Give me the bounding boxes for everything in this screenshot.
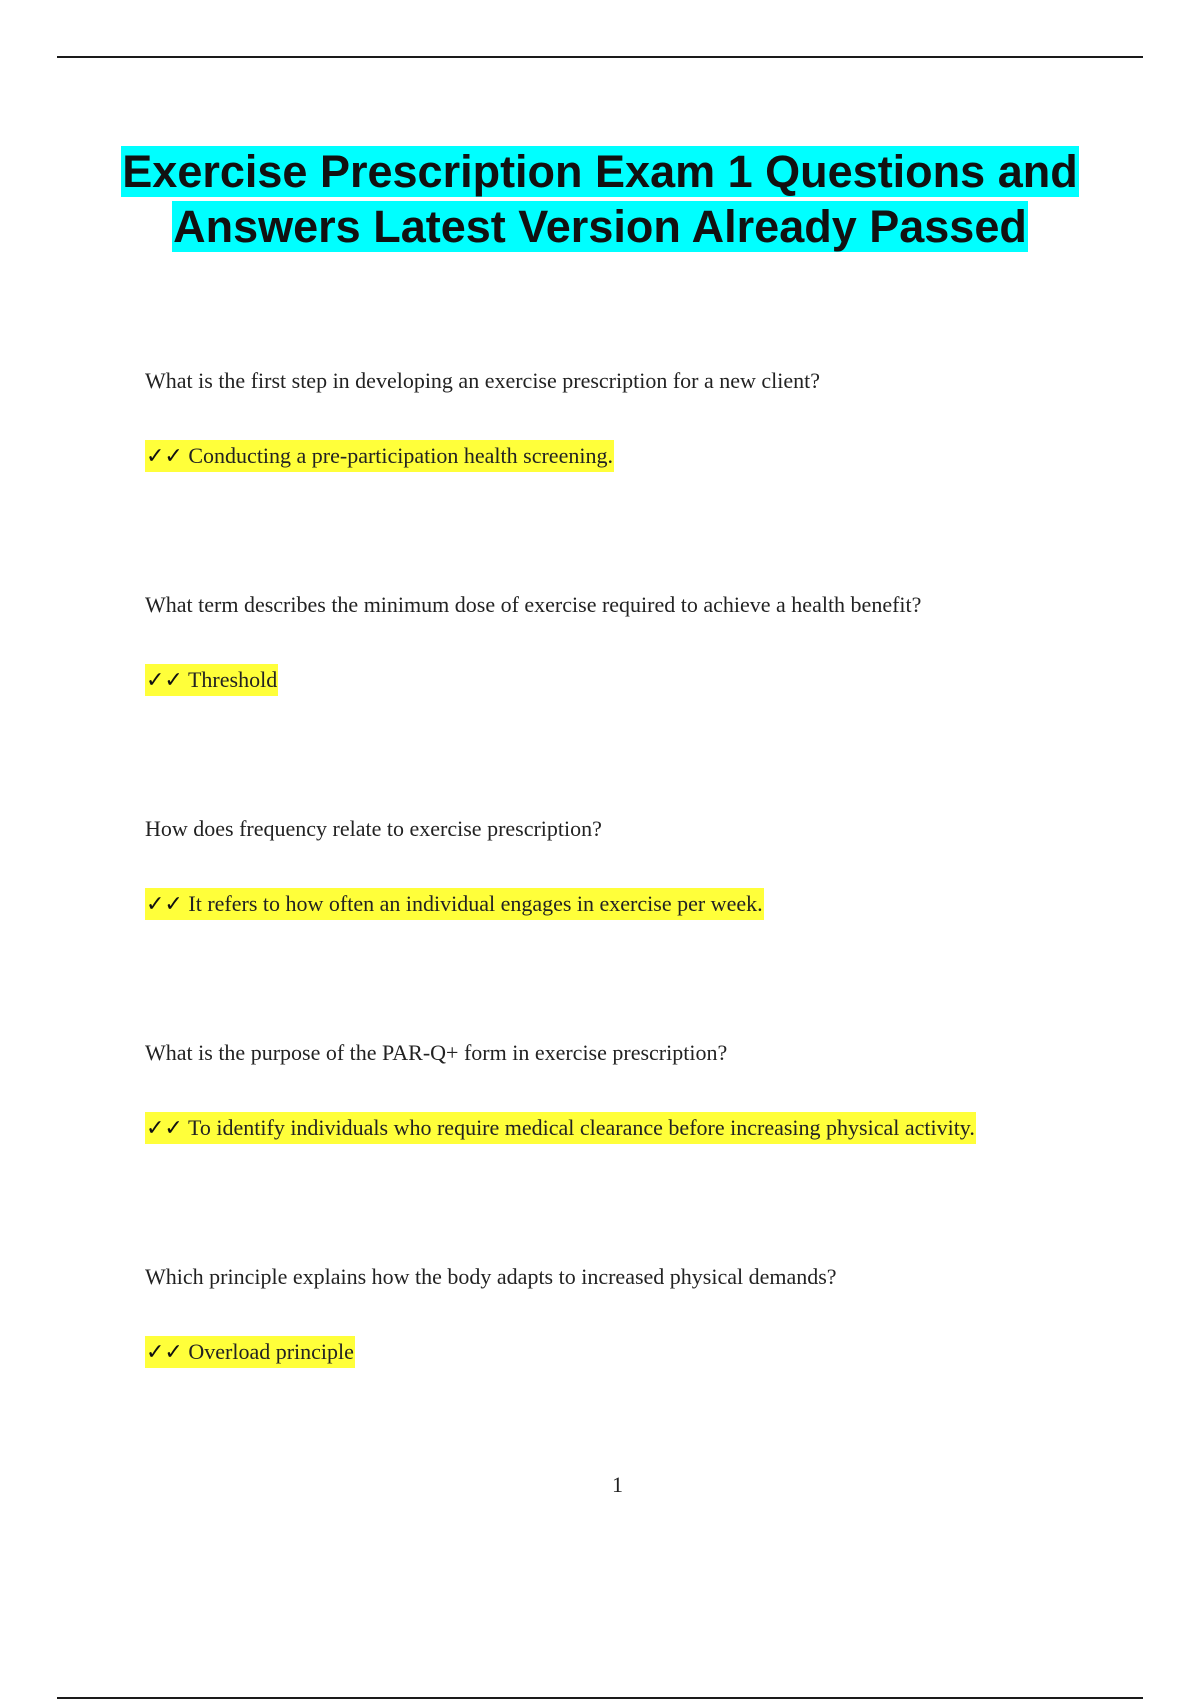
- answer-4: [145, 1115, 1105, 1142]
- qa-item-3: [145, 816, 1105, 918]
- double-check-icon: ✓✓: [146, 892, 183, 917]
- double-check-icon: ✓✓: [146, 1116, 183, 1141]
- answer-highlight-3: [145, 888, 764, 920]
- document-title: [100, 144, 1100, 254]
- answer-highlight-2: [145, 664, 278, 696]
- answer-highlight-4: [145, 1112, 976, 1144]
- top-rule: [57, 56, 1143, 58]
- answer-2: [145, 667, 1105, 694]
- question-2: What term describes the minimum dose of exercise required to achieve a health benefit?: [145, 592, 922, 617]
- qa-item-4: [145, 1040, 1105, 1142]
- answer-text-2: Threshold: [187, 667, 278, 692]
- answer-text-1: Conducting a pre-participation health screening.: [188, 443, 613, 468]
- answer-3: [145, 891, 1105, 918]
- question-4: What is the purpose of the PAR-Q+ form in exercise prescription?: [145, 1040, 728, 1065]
- answer-text-5: Overload principle: [188, 1339, 354, 1364]
- bottom-rule: [57, 1697, 1143, 1699]
- double-check-icon: ✓✓: [146, 1340, 183, 1365]
- double-check-icon: ✓✓: [146, 444, 183, 469]
- question-5: Which principle explains how the body adapts to increased physical demands?: [145, 1264, 837, 1289]
- qa-item-5: [145, 1264, 1105, 1366]
- answer-1: [145, 443, 1105, 470]
- answer-highlight-1: [145, 440, 614, 472]
- question-3: How does frequency relate to exercise prescription?: [145, 816, 602, 841]
- answer-text-3: It refers to how often an individual engages in exercise per week.: [188, 891, 763, 916]
- title-highlight: Exercise Prescription Exam 1 Questions and Answers Latest Version Already Passed: [122, 146, 1078, 252]
- qa-item-2: [145, 592, 1105, 694]
- answer-text-4: To identify individuals who require medical clearance before increasing physical activity.: [187, 1115, 975, 1140]
- answer-5: [145, 1339, 1105, 1366]
- double-check-icon: ✓✓: [146, 668, 183, 693]
- qa-item-1: [145, 368, 1105, 470]
- question-1: What is the first step in developing an exercise prescription for a new client?: [145, 368, 821, 393]
- answer-highlight-5: [145, 1336, 355, 1368]
- page-number: 1: [612, 1472, 623, 1497]
